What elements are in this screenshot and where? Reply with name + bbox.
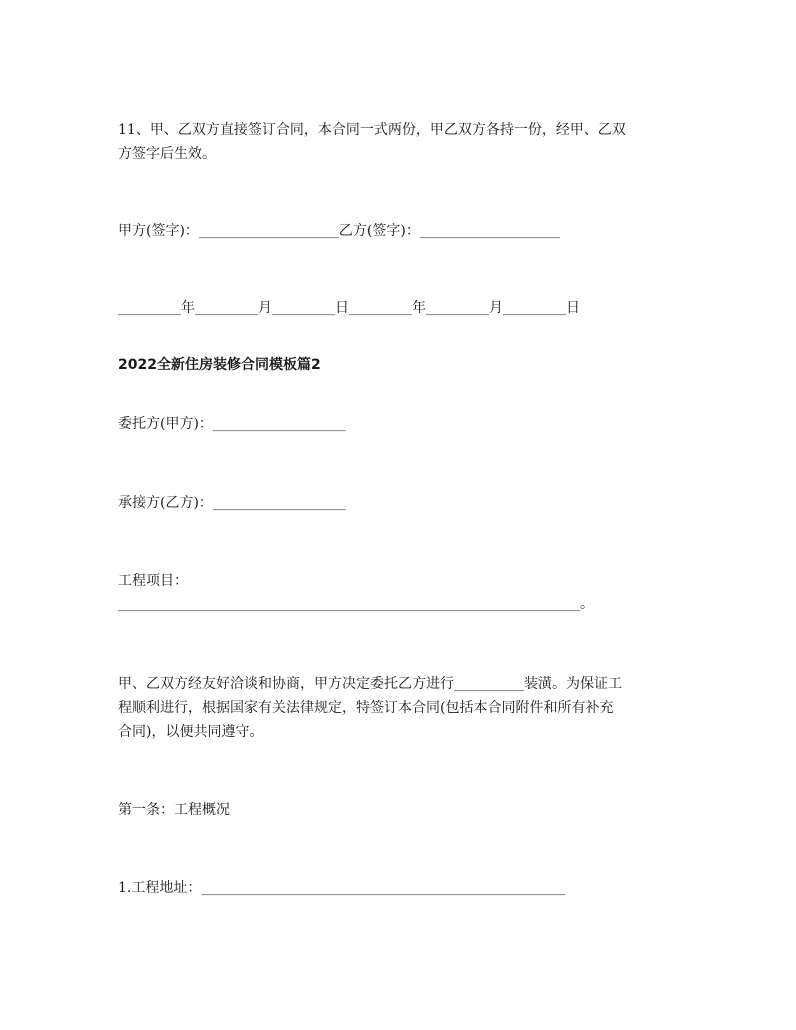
section-title: 2022全新住房装修合同模板篇2 [118,357,321,373]
date-line: _________年_________月_________日_________年_________月_________日 [118,300,580,316]
article-1-title: 第一条：工程概况 [118,802,230,818]
contractor-line: 承接方(乙方)：___________________ [118,495,346,511]
clause-11-line-1: 11、甲、乙双方直接签订合同，本合同一式两份，甲乙双方各持一份，经甲、乙双 [118,122,626,138]
intro-line-1: 甲、乙双方经友好洽谈和协商，甲方决定委托乙方进行__________装潢。为保证工 [118,676,622,692]
intro-line-3: 合同)，以便共同遵守。 [118,724,264,740]
signature-line: 甲方(签字)：____________________乙方(签字)：____________________ [118,223,560,239]
clause-11-line-2: 方签字后生效。 [118,146,216,162]
intro-line-2: 程顺利进行，根据国家有关法律规定，特签订本合同(包括本合同附件和所有补充 [118,700,614,716]
address-line: 1.工程地址：____________________________________________________ [118,880,566,896]
client-line: 委托方(甲方)：___________________ [118,416,346,432]
project-underline: __________________________________________________________________。 [118,596,594,612]
project-label: 工程项目： [118,573,188,589]
